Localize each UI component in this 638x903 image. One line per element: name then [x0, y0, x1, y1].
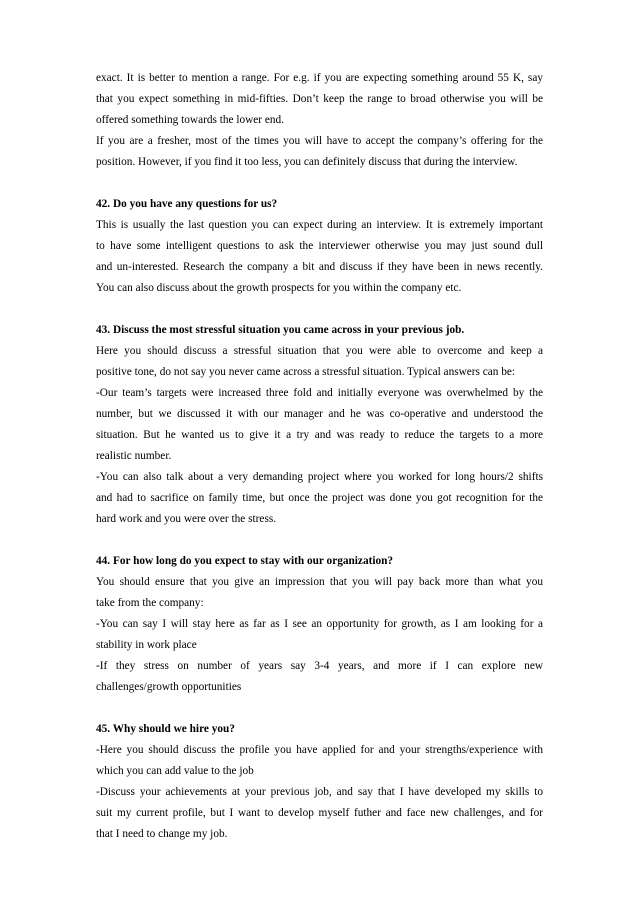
- text-line: number, but we discussed it with our manager and he was co-operative and understood the: [96, 408, 543, 420]
- text-line: and had to sacrifice on family time, but once the project was done you got recognition for the: [96, 492, 543, 504]
- paragraph: [96, 740, 543, 782]
- paragraph: [96, 383, 543, 467]
- text-line: offered something towards the lower end.: [96, 114, 285, 126]
- paragraph: [96, 131, 543, 173]
- text-line: hard work and you were over the stress.: [96, 513, 277, 525]
- text-line: which you can add value to the job: [96, 765, 254, 777]
- section-heading: 43. Discuss the most stressful situation you came across in your previous job.: [96, 324, 465, 336]
- section-heading: 42. Do you have any questions for us?: [96, 198, 278, 210]
- text-line: that you expect something in mid-fifties. Don’t keep the range to broad otherwise you will be: [96, 93, 543, 105]
- text-line: positive tone, do not say you never came across a stressful situation. Typical answers can be:: [96, 366, 516, 378]
- text-line: -If they stress on number of years say 3-4 years, and more if I can explore new: [96, 660, 543, 672]
- text-line: that I need to change my job.: [96, 828, 228, 840]
- paragraph: [96, 572, 543, 614]
- text-line: situation. But he wanted us to give it a try and was ready to reduce the targets to a more: [96, 429, 543, 441]
- text-line: exact. It is better to mention a range. For e.g. if you are expecting something around 55 K, say: [96, 72, 543, 84]
- paragraph: [96, 68, 543, 131]
- text-line: Here you should discuss a stressful situation that you were able to overcome and keep a: [96, 345, 543, 357]
- text-line: suit my current profile, but I want to develop myself futher and face new challenges, and for: [96, 807, 543, 819]
- text-line: If you are a fresher, most of the times you will have to accept the company’s offering for the: [96, 135, 543, 147]
- text-line: You can also discuss about the growth prospects for you within the company etc.: [96, 282, 462, 294]
- text-line: to have some intelligent questions to ask the interviewer otherwise you may just sound dull: [96, 240, 543, 252]
- document-page: [96, 68, 543, 845]
- text-line: -Our team’s targets were increased three fold and initially everyone was overwhelmed by the: [96, 387, 543, 399]
- text-line: realistic number.: [96, 450, 172, 462]
- paragraph: [96, 782, 543, 845]
- paragraph: [96, 215, 543, 299]
- text-line: -You can say I will stay here as far as I see an opportunity for growth, as I am looking for a: [96, 618, 543, 630]
- paragraph: [96, 467, 543, 530]
- paragraph: [96, 341, 543, 383]
- paragraph: [96, 656, 543, 698]
- text-line: take from the company:: [96, 597, 204, 609]
- section-heading: 44. For how long do you expect to stay with our organization?: [96, 555, 394, 567]
- text-line: -Here you should discuss the profile you have applied for and your strengths/experience with: [96, 744, 543, 756]
- text-line: -You can also talk about a very demanding project where you worked for long hours/2 shifts: [96, 471, 543, 483]
- paragraph: [96, 614, 543, 656]
- text-line: challenges/growth opportunities: [96, 681, 242, 693]
- text-line: and un-interested. Research the company a bit and discuss if they have been in news recently.: [96, 261, 543, 273]
- text-line: You should ensure that you give an impression that you will pay back more than what you: [96, 576, 543, 588]
- section-heading: 45. Why should we hire you?: [96, 723, 235, 735]
- text-line: This is usually the last question you can expect during an interview. It is extremely important: [96, 219, 543, 231]
- text-line: position. However, if you find it too less, you can definitely discuss that during the interview.: [96, 156, 518, 168]
- text-line: -Discuss your achievements at your previous job, and say that I have developed my skills to: [96, 786, 543, 798]
- text-line: stability in work place: [96, 639, 197, 651]
